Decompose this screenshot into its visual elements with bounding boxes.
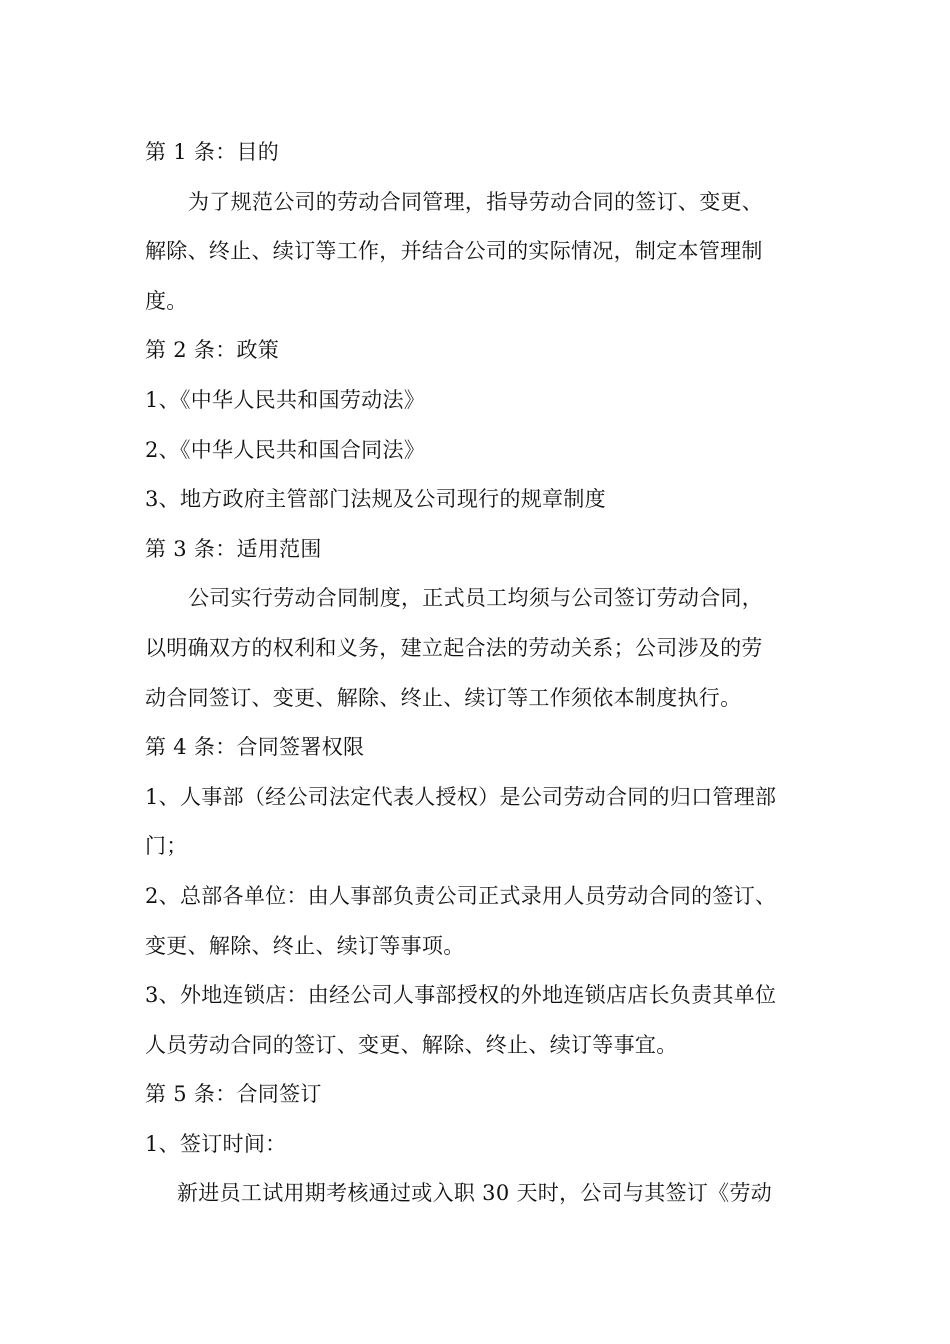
policy-item-3: 3、地方政府主管部门法规及公司现行的规章制度 [145, 487, 606, 512]
authority-item-2: 2、总部各单位：由人事部负责公司正式录用人员劳动合同的签订、 [145, 883, 777, 908]
article-1-paragraph-line: 为了规范公司的劳动合同管理，指导劳动合同的签订、变更、 [188, 189, 764, 214]
article-3-paragraph-line: 以明确双方的权利和义务，建立起合法的劳动关系；公司涉及的劳 [145, 635, 763, 660]
authority-item-1-cont: 门； [145, 834, 188, 859]
document-body [145, 128, 810, 1219]
signing-item-1-paragraph-line: 新进员工试用期考核通过或入职 30 天时，公司与其签订《劳动 [177, 1181, 773, 1206]
policy-item-2: 2、《中华人民共和国合同法》 [145, 437, 426, 462]
article-3-heading: 第 3 条：适用范围 [145, 536, 322, 561]
article-4-heading: 第 4 条：合同签署权限 [145, 735, 365, 760]
authority-item-2-cont: 变更、解除、终止、续订等事项。 [145, 933, 465, 958]
article-3-paragraph-line: 公司实行劳动合同制度，正式员工均须与公司签订劳动合同， [188, 586, 764, 611]
article-2-heading: 第 2 条：政策 [145, 338, 280, 363]
article-1-heading: 第 1 条：目的 [145, 140, 280, 164]
article-1-paragraph-line: 解除、终止、续订等工作，并结合公司的实际情况，制定本管理制 [145, 239, 763, 264]
article-5-heading: 第 5 条：合同签订 [145, 1082, 322, 1107]
authority-item-3-cont: 人员劳动合同的签订、变更、解除、终止、续订等事宜。 [145, 1032, 678, 1057]
authority-item-3: 3、外地连锁店：由经公司人事部授权的外地连锁店店长负责其单位 [145, 983, 777, 1008]
article-3-paragraph-line: 动合同签订、变更、解除、终止、续订等工作须依本制度执行。 [145, 685, 742, 710]
article-1-paragraph-line: 度。 [145, 288, 188, 313]
policy-item-1: 1、《中华人民共和国劳动法》 [145, 387, 426, 412]
signing-item-1: 1、签订时间： [145, 1131, 287, 1156]
authority-item-1: 1、人事部（经公司法定代表人授权）是公司劳动合同的归口管理部 [145, 784, 777, 809]
